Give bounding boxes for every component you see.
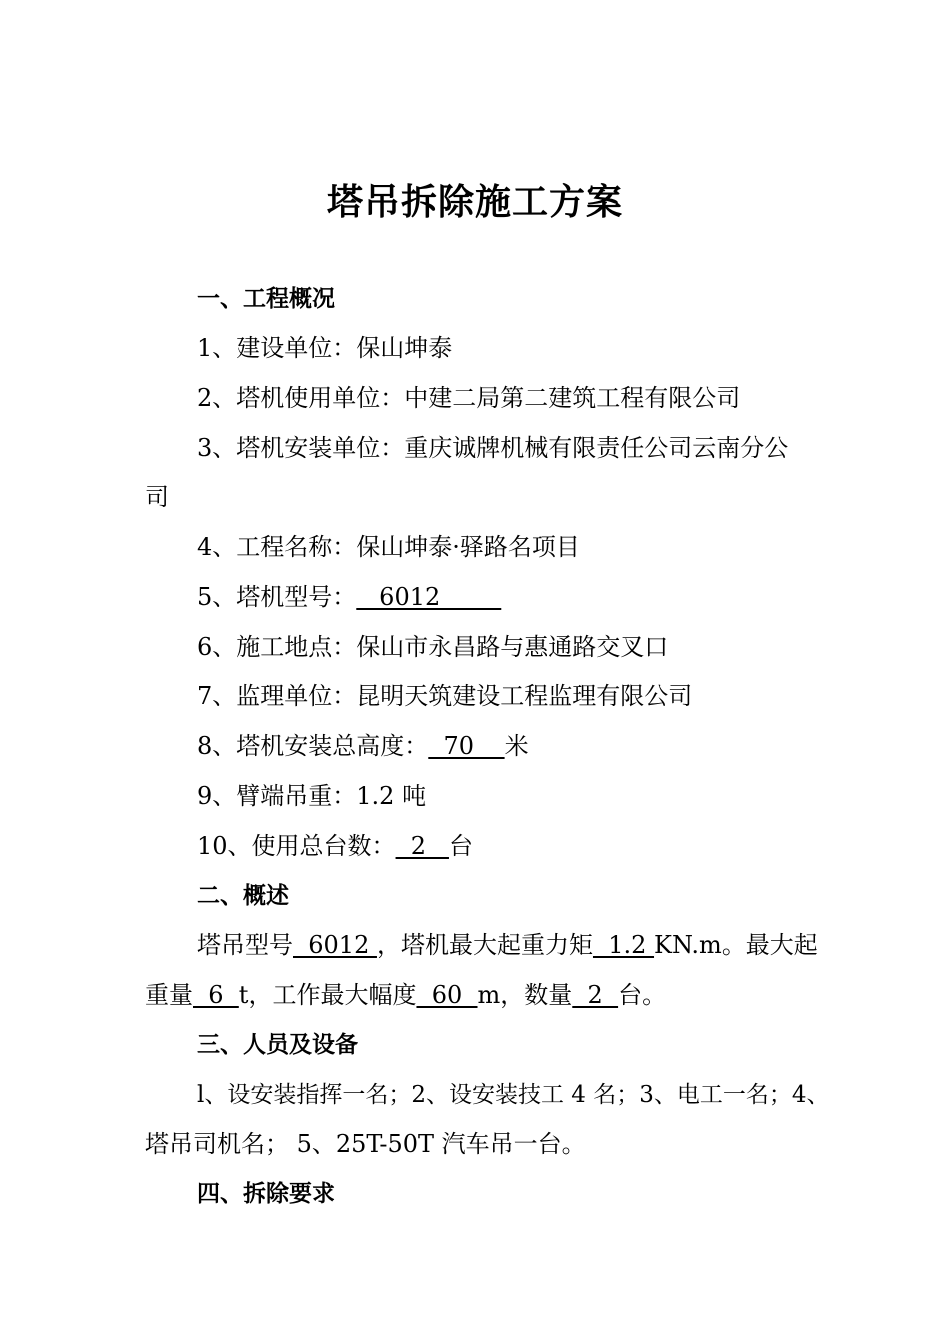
personnel-paragraph-line2: 塔吊司机名； 5、25T-50T 汽车吊一台。: [145, 1130, 586, 1158]
item-project-name: 4、工程名称：保山坤泰·驿路名项目: [197, 533, 580, 561]
personnel-paragraph-line1: l、设安装指挥一名；2、设安装技工 4 名；3、电工一名；4、: [197, 1082, 830, 1108]
crane-model-value: 6012: [356, 583, 502, 611]
overview-range-value: 60: [416, 981, 478, 1009]
overview-moment-value: 1.2: [592, 931, 655, 959]
overview-paragraph-line1: [145, 925, 862, 965]
item-crane-model: [145, 577, 862, 617]
item-install-height: [145, 726, 862, 766]
total-units-unit: 台: [448, 832, 473, 860]
overview-text: 重量: [145, 981, 193, 1009]
install-height-label: 8、塔机安装总高度：: [197, 732, 429, 760]
item-crane-user-unit: 2、塔机使用单位：中建二局第二建筑工程有限公司: [197, 384, 741, 412]
total-units-label: 10、使用总台数：: [197, 832, 396, 860]
overview-text: 塔吊型号: [197, 931, 293, 959]
item-site-location: 6、施工地点：保山市永昌路与惠通路交叉口: [197, 633, 669, 661]
overview-paragraph-line2: [145, 975, 810, 1015]
overview-text: t，工作最大幅度: [238, 981, 417, 1009]
document-title: 塔吊拆除施工方案: [326, 181, 623, 223]
item-crane-installer-line1: 3、塔机安装单位：重庆诚牌机械有限责任公司云南分公: [197, 434, 789, 462]
item-crane-installer-line2: 司: [145, 483, 169, 511]
section-heading-project-overview: 一、工程概况: [197, 286, 335, 312]
total-units-value: 2: [395, 832, 449, 860]
crane-model-label: 5、塔机型号：: [197, 583, 357, 611]
item-jib-end-load: 9、臂端吊重：1.2 吨: [197, 782, 427, 810]
overview-model-value: 6012: [293, 931, 377, 959]
overview-text: KN.m。最大起: [654, 931, 818, 959]
overview-text: ，塔机最大起重力矩: [376, 931, 593, 959]
item-construction-unit: 1、建设单位：保山坤泰: [197, 334, 453, 362]
section-heading-personnel-equipment: 三、人员及设备: [197, 1032, 358, 1058]
overview-text: m，数量: [477, 981, 573, 1009]
install-height-value: 70: [428, 732, 505, 760]
overview-weight-value: 6: [193, 981, 239, 1009]
install-height-unit: 米: [504, 732, 529, 760]
section-heading-overview: 二、概述: [197, 883, 289, 909]
overview-text: 台。: [618, 981, 667, 1009]
item-total-units: [145, 826, 862, 866]
overview-count-value: 2: [572, 981, 619, 1009]
section-heading-removal-requirements: 四、拆除要求: [197, 1181, 335, 1207]
item-supervision-unit: 7、监理单位：昆明天筑建设工程监理有限公司: [197, 682, 693, 710]
